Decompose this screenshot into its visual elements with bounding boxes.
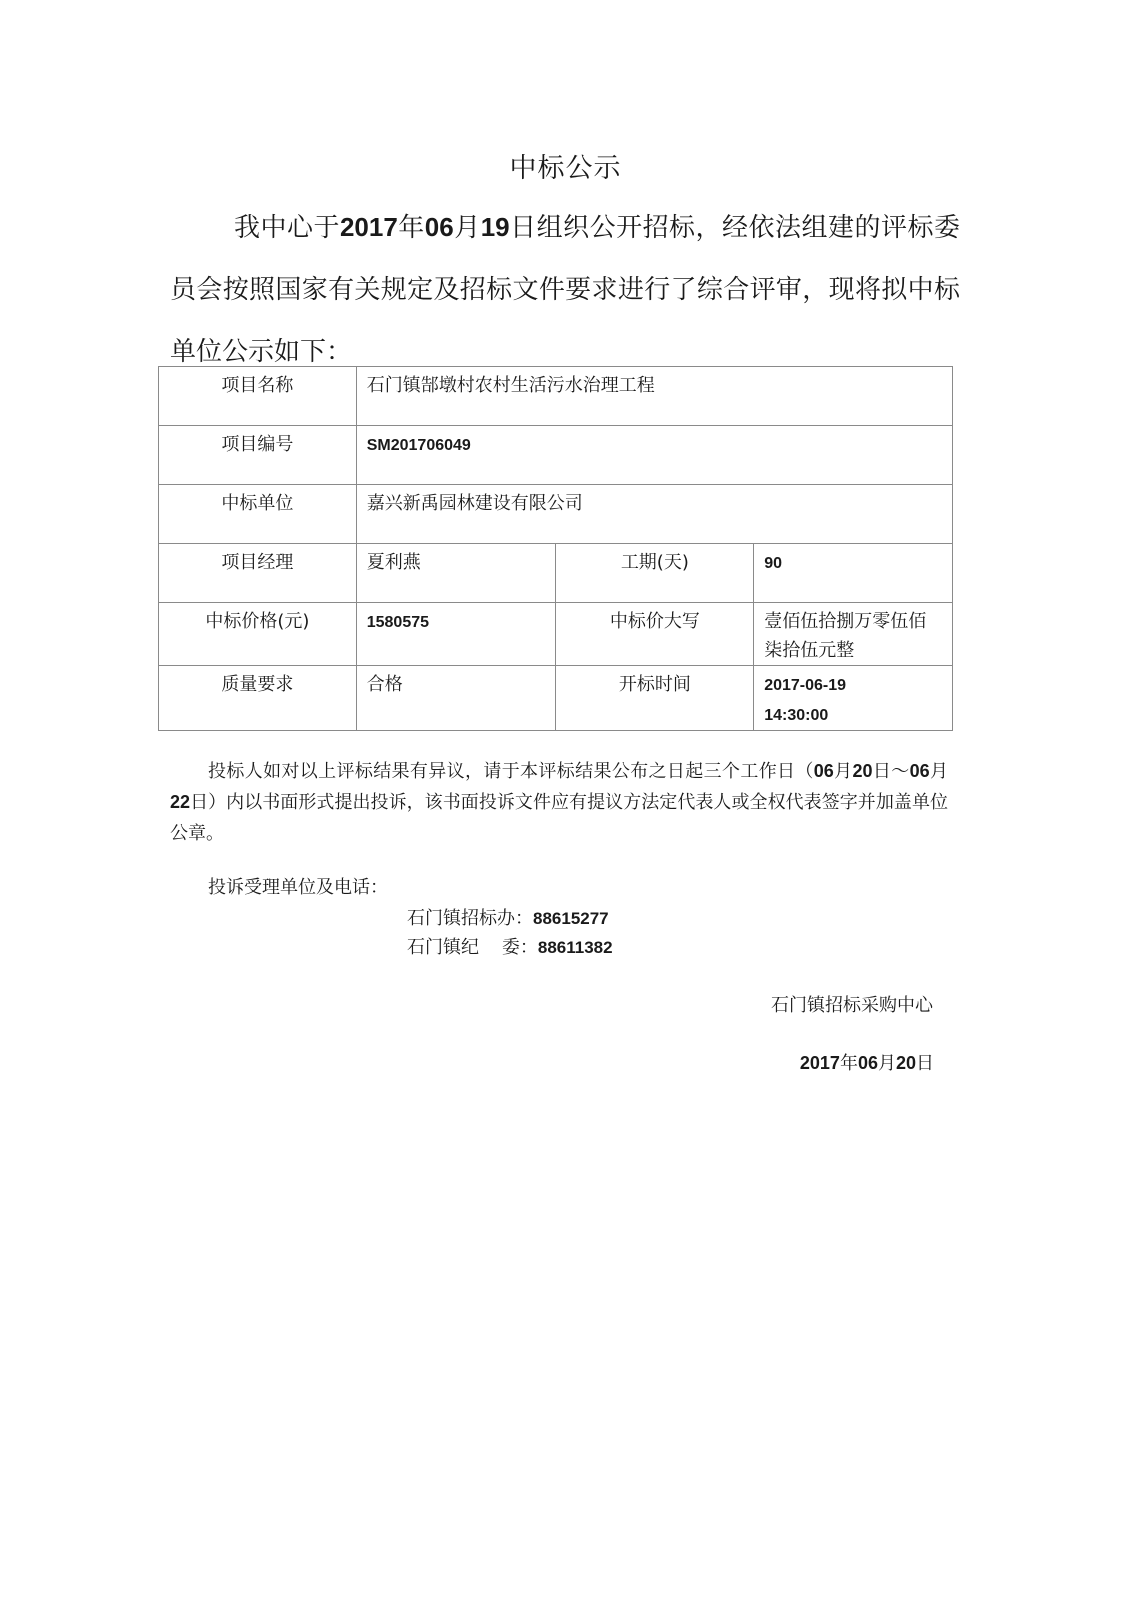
table-row [159,666,953,731]
document-title: 中标公示 [509,153,622,184]
issuer-signature: 石门镇招标采购中心 [771,995,933,1016]
open-time-value [754,666,953,731]
price-text: 1580575 [366,614,430,631]
table-row [159,367,953,426]
open-time-label: 开标时间 [556,666,754,731]
contacts-title: 投诉受理单位及电话： [208,877,388,898]
notice-start-day: 20 [852,761,873,781]
contact-name: 石门镇招标办： [407,908,533,929]
table-row [159,426,953,485]
quality-label: 质量要求 [159,666,357,731]
project-no-text: SM201706049 [366,437,471,454]
intro-month-unit: 月 [453,213,481,243]
project-no-value [356,426,952,485]
table-row [159,485,953,544]
price-upper-label: 中标价大写 [556,603,754,666]
intro-text-1: 我中心于 [234,213,340,243]
winner-value: 嘉兴新禹园林建设有限公司 [356,485,952,544]
contact-item [407,904,609,930]
open-date-text: 2017-06-19 [764,677,847,694]
project-name-value: 石门镇郜墩村农村生活污水治理工程 [356,367,952,426]
project-name-label: 项目名称 [159,367,357,426]
issue-date [800,1049,934,1075]
notice-end-month: 06 [909,761,930,781]
intro-paragraph [170,196,960,383]
objection-notice [170,756,948,849]
notice-start-month: 06 [813,761,834,781]
notice-end-day: 22 [170,792,191,812]
quality-value: 合格 [356,666,556,731]
intro-year: 2017 [339,212,398,242]
date-year-unit: 年 [839,1053,858,1074]
notice-month-unit-2: 月 [929,761,949,782]
date-month: 06 [857,1053,878,1073]
intro-year-unit: 年 [397,213,425,243]
bid-info-table [158,366,953,731]
table-row [159,544,953,603]
duration-text: 90 [764,555,782,572]
table-row [159,603,953,666]
intro-month: 06 [424,212,454,242]
intro-day: 19 [480,212,510,242]
price-label: 中标价格(元) [159,603,357,666]
duration-label: 工期(天) [556,544,754,603]
date-day-unit: 日 [916,1053,934,1074]
notice-month-unit-1: 月 [833,761,853,782]
notice-sep: 日～ [872,761,910,782]
notice-text-1: 投标人如对以上评标结果有异议，请于本评标结果公布之日起三个工作日（ [208,761,814,782]
notice-text-2: 日）内以书面形式提出投诉，该书面投诉文件应有提议方法定代表人或全权代表签字并加盖单位公章。 [170,792,948,844]
manager-value: 夏利燕 [356,544,556,603]
contact-item [407,933,613,959]
date-month-unit: 月 [877,1053,896,1074]
manager-label: 项目经理 [159,544,357,603]
date-day: 20 [895,1053,916,1073]
contact-name: 石门镇纪 委： [407,937,538,958]
winner-label: 中标单位 [159,485,357,544]
price-value [356,603,556,666]
duration-value [754,544,953,603]
contact-phone: 88615277 [533,909,609,928]
open-clock-text: 14:30:00 [764,707,829,724]
intro-text-2: 日组织公开招标，经依法组建的评标委员会按照国家有关规定及招标文件要求进行了综合评审，现将拟中标单位公示如下： [170,213,960,367]
price-upper-value: 壹佰伍拾捌万零伍佰柒拾伍元整 [754,603,953,666]
project-no-label: 项目编号 [159,426,357,485]
contact-phone: 88611382 [537,938,613,957]
date-year: 2017 [799,1053,840,1073]
